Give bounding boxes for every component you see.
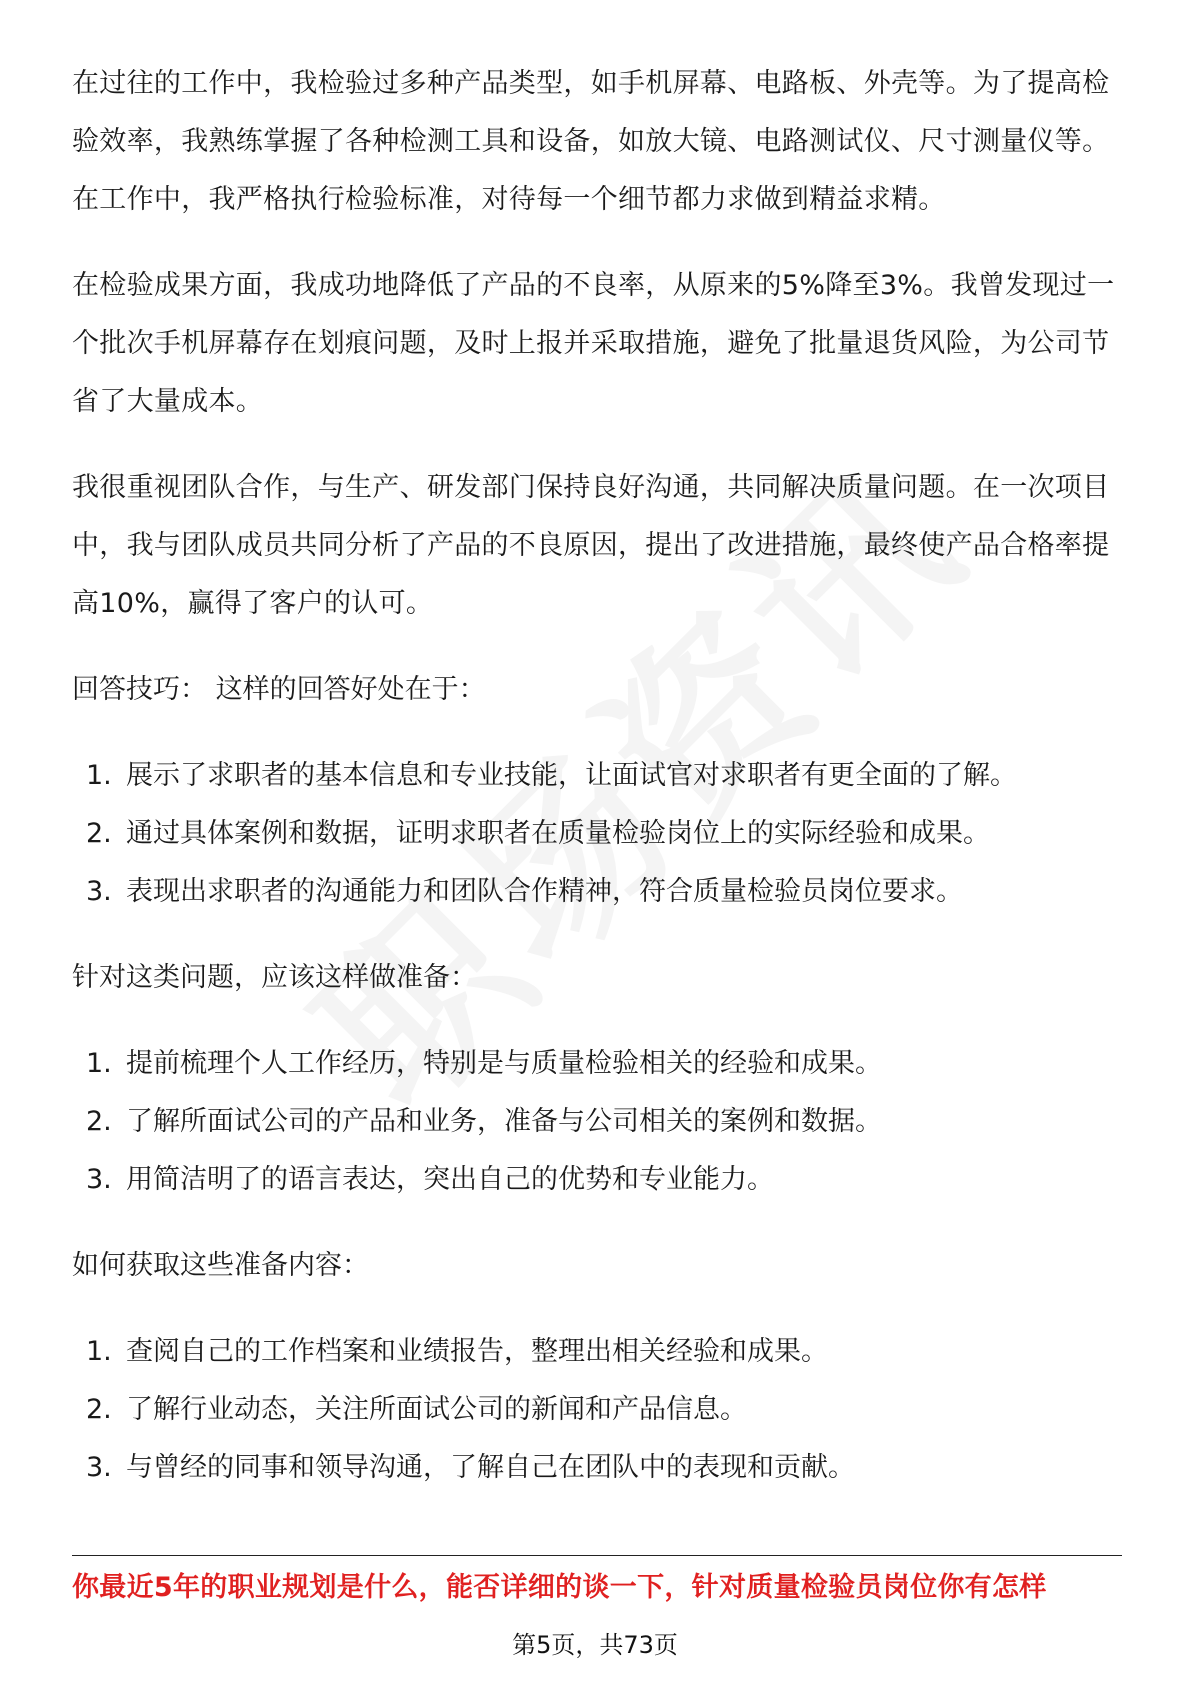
list-number: 1.	[86, 760, 112, 791]
list-item	[72, 1381, 1122, 1439]
list-text: 展示了求职者的基本信息和专业技能，让面试官对求职者有更全面的了解。	[126, 760, 1017, 791]
list-item	[72, 1151, 1122, 1209]
list-item	[72, 1323, 1122, 1381]
list-number: 2.	[86, 818, 112, 849]
list-item	[72, 1035, 1122, 1093]
list-text: 与曾经的同事和领导沟通，了解自己在团队中的表现和贡献。	[126, 1452, 855, 1483]
page-number: 第5页，共73页	[512, 1631, 678, 1659]
document-body	[72, 55, 1122, 1525]
tips-list	[72, 747, 1122, 921]
list-number: 2.	[86, 1106, 112, 1137]
list-number: 1.	[86, 1336, 112, 1367]
prep-label: 针对这类问题，应该这样做准备：	[72, 962, 477, 993]
list-text: 用简洁明了的语言表达，突出自己的优势和专业能力。	[126, 1164, 774, 1195]
list-number: 3.	[86, 1164, 112, 1195]
paragraph-experience: 在过往的工作中，我检验过多种产品类型，如手机屏幕、电路板、外壳等。为了提高检验效率，我熟练掌握了各种检测工具和设备，如放大镜、电路测试仪、尺寸测量仪等。在工作中，我严格执行检验标准，对待每一个细节都力求做到精益求精。	[72, 68, 1110, 215]
list-number: 3.	[86, 876, 112, 907]
list-number: 1.	[86, 1048, 112, 1079]
prep-list	[72, 1035, 1122, 1209]
list-text: 了解行业动态，关注所面试公司的新闻和产品信息。	[126, 1394, 747, 1425]
paragraph-results: 在检验成果方面，我成功地降低了产品的不良率，从原来的5%降至3%。我曾发现过一个批次手机屏幕存在划痕问题，及时上报并采取措施，避免了批量退货风险，为公司节省了大量成本。	[72, 270, 1115, 417]
list-item	[72, 805, 1122, 863]
list-number: 3.	[86, 1452, 112, 1483]
divider	[72, 1555, 1122, 1556]
list-text: 提前梳理个人工作经历，特别是与质量检验相关的经验和成果。	[126, 1048, 882, 1079]
sources-label: 如何获取这些准备内容：	[72, 1250, 369, 1281]
paragraph-teamwork: 我很重视团队合作，与生产、研发部门保持良好沟通，共同解决质量问题。在一次项目中，我与团队成员共同分析了产品的不良原因，提出了改进措施，最终使产品合格率提高10%，赢得了客户的认可。	[72, 472, 1110, 619]
sources-list	[72, 1323, 1122, 1497]
list-text: 表现出求职者的沟通能力和团队合作精神，符合质量检验员岗位要求。	[126, 876, 963, 907]
list-number: 2.	[86, 1394, 112, 1425]
list-item	[72, 1439, 1122, 1497]
list-item	[72, 863, 1122, 921]
list-text: 通过具体案例和数据，证明求职者在质量检验岗位上的实际经验和成果。	[126, 818, 990, 849]
list-text: 了解所面试公司的产品和业务，准备与公司相关的案例和数据。	[126, 1106, 882, 1137]
next-question-heading: 你最近5年的职业规划是什么，能否详细的谈一下，针对质量检验员岗位你有怎样	[72, 1572, 1047, 1603]
list-text: 查阅自己的工作档案和业绩报告，整理出相关经验和成果。	[126, 1336, 828, 1367]
list-item	[72, 1093, 1122, 1151]
list-item	[72, 747, 1122, 805]
tips-label: 回答技巧： 这样的回答好处在于：	[72, 674, 486, 705]
